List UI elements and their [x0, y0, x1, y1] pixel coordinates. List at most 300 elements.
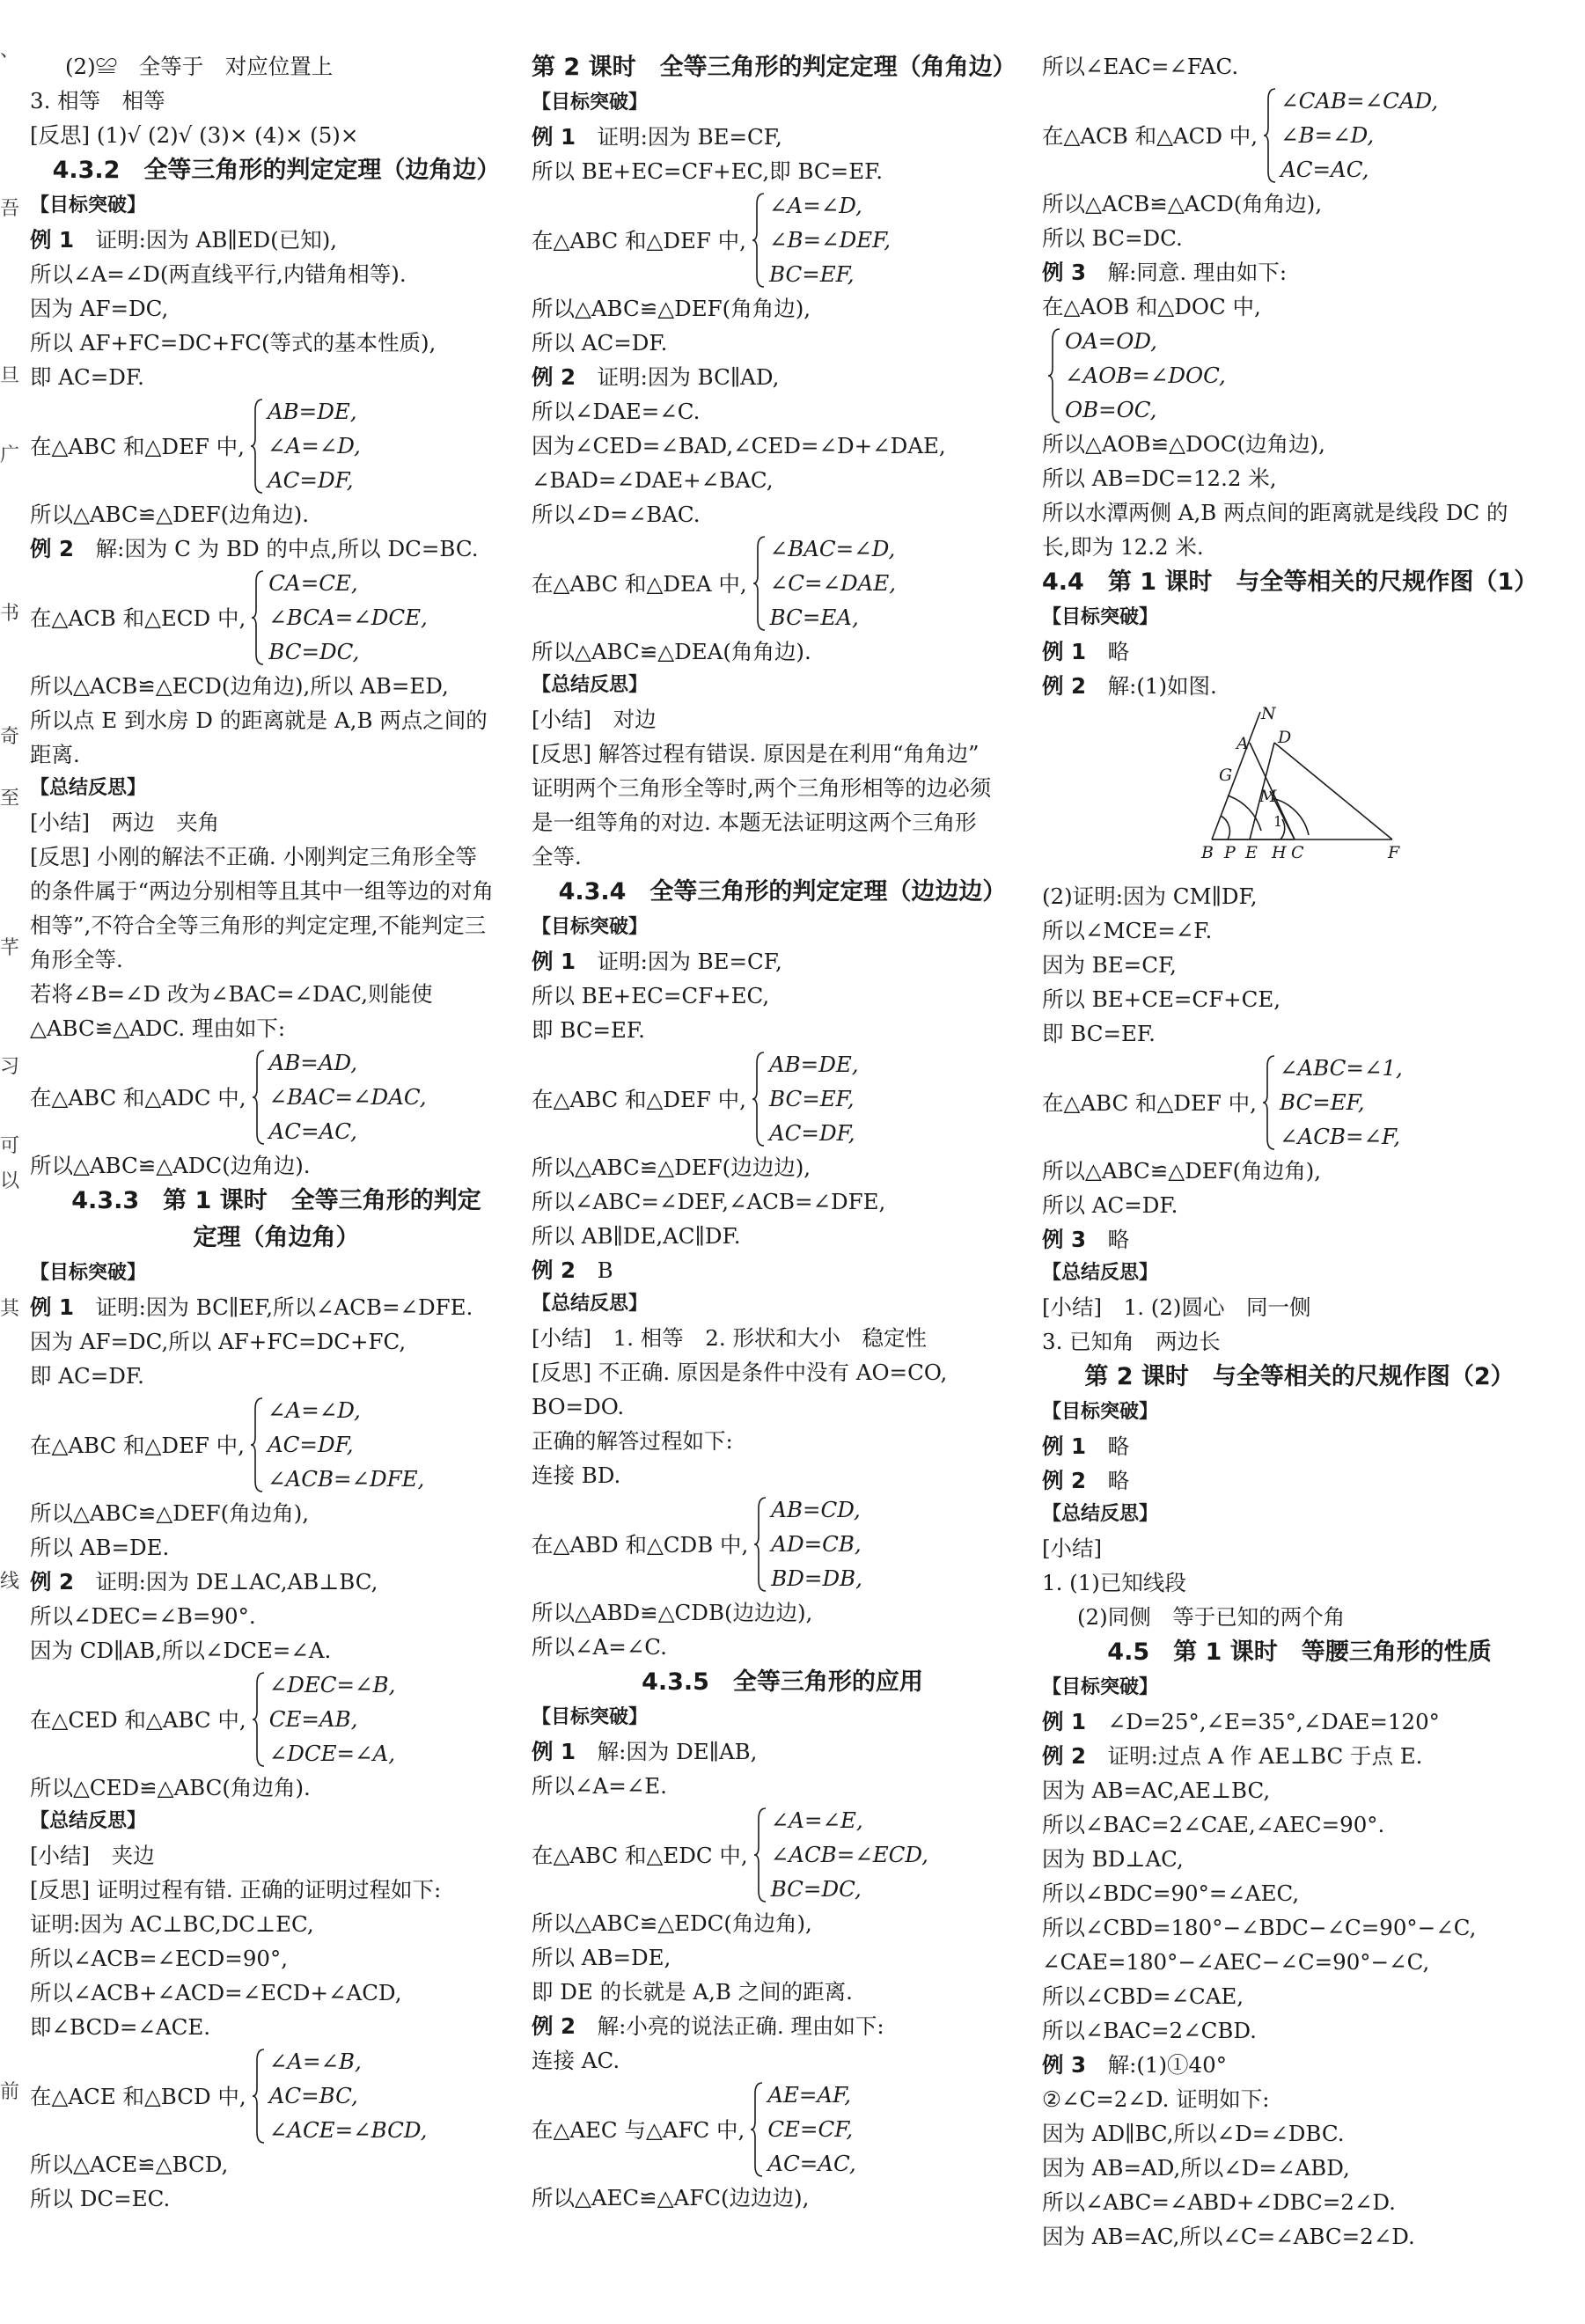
answer-line: 即 BC=EF.: [1042, 1021, 1156, 1046]
arc-at-b: [1221, 816, 1229, 839]
answer-line: [30, 1290, 523, 1324]
left-brace: [753, 1496, 767, 1593]
answer-line: 在△AOB 和△DOC 中,: [1042, 294, 1261, 319]
example-label: 例 3: [1042, 2052, 1087, 2078]
section-heading: 第 2 课时 与全等相关的尺规作图（2）: [1084, 1363, 1515, 1390]
answer-line: 因为 BD⊥AC,: [1042, 1846, 1184, 1872]
section-tag: 【目标突破】: [1042, 1401, 1159, 1423]
summary-line: [小结] 对边: [532, 707, 657, 732]
left-brace: [1263, 87, 1277, 184]
section-heading: 4.3.3 第 1 课时 全等三角形的判定: [71, 1187, 481, 1214]
reflection-line: 证明:因为 AC⊥BC,DC⊥EC,: [30, 1911, 314, 1937]
label-b: B: [1200, 843, 1214, 862]
system-equation: BC=EF,: [768, 261, 855, 287]
answer-line: [532, 120, 1033, 154]
system-equation: ∠A=∠E,: [770, 1807, 863, 1833]
section-tag: 【总结反思】: [30, 1810, 147, 1832]
label-d: D: [1277, 728, 1291, 747]
example-label: 例 1: [532, 949, 576, 974]
example-label: 例 2: [532, 2013, 576, 2039]
reflection-line: 所以∠ACB=∠ECD=90°,: [30, 1946, 289, 1971]
system-equation: ∠BAC=∠DAC,: [268, 1084, 427, 1110]
column-left: [30, 49, 523, 2216]
answer-line: 所以△ABC≌△DEF(角角边),: [532, 296, 811, 321]
answer-line: 连接 AC.: [532, 2048, 620, 2073]
example-label: 例 2: [1042, 1743, 1087, 1769]
construction-figure: [1042, 703, 1557, 879]
system-intro: 在△ABD 和△CDB 中,: [532, 1532, 749, 1558]
margin-mark: 奇: [0, 726, 20, 748]
system-equation: ∠BCA=∠DCE,: [268, 605, 428, 630]
answer-line: 所以 AC=DF.: [532, 330, 668, 356]
system-equation: ∠ACB=∠F,: [1279, 1124, 1400, 1149]
system-equation: BC=EF,: [768, 1086, 855, 1111]
answer-line: [532, 1253, 1033, 1287]
answer-line: (2)证明:因为 CM∥DF,: [1042, 883, 1258, 909]
system-equation: ∠ABC=∠1,: [1279, 1055, 1403, 1081]
system-equation: ∠B=∠D,: [1280, 122, 1375, 148]
left-brace: [252, 2048, 266, 2144]
answer-line: 距离.: [30, 742, 80, 767]
equation-system: [532, 188, 1033, 291]
answer-text: 解:因为 C 为 BD 的中点,所以 DC=BC.: [95, 536, 479, 561]
system-intro: 在△ACB 和△ACD 中,: [1042, 123, 1258, 149]
answer-line: [1042, 1739, 1557, 1773]
answer-text: 解:(1)①40°: [1107, 2052, 1227, 2078]
reflection-line: 即∠BCD=∠ACE.: [30, 2014, 211, 2040]
answer-line: 所以 AC=DF.: [1042, 1192, 1178, 1218]
system-equation: CE=CF,: [767, 2116, 854, 2142]
answer-line: 所以水潭两侧 A,B 两点间的距离就是线段 DC 的: [1042, 500, 1508, 525]
answer-line: 所以 AB∥DE,AC∥DF.: [532, 1223, 741, 1249]
system-intro: 在△CED 和△ABC 中,: [30, 1707, 246, 1733]
system-equation: AE=AF,: [767, 2082, 852, 2108]
answer-text: B: [597, 1257, 613, 1283]
section-tag: 【总结反思】: [532, 674, 649, 696]
answer-line: [1042, 634, 1557, 669]
reflection-line: 的条件属于“两边分别相等且其中一组等边的对角: [30, 878, 495, 904]
column-right: [1042, 49, 1557, 2254]
example-label: 例 2: [1042, 1468, 1087, 1493]
answer-text: 略: [1107, 1227, 1130, 1252]
answer-line: 所以△ABD≌△CDB(边边边),: [532, 1600, 813, 1625]
system-equation: ∠DEC=∠B,: [268, 1672, 396, 1697]
label-c: C: [1290, 843, 1304, 862]
system-intro: 在△ABC 和△DEF 中,: [532, 1087, 746, 1112]
answer-line: ②∠C=2∠D. 证明如下:: [1042, 2086, 1270, 2112]
answer-line: 3. 相等 相等: [30, 88, 165, 114]
system-equation: AC=AC,: [767, 2151, 856, 2176]
answer-line: 所以△ABC≌△DEA(角角边).: [532, 639, 811, 664]
answer-text: 解:小亮的说法正确. 理由如下:: [597, 2013, 884, 2039]
section-tag: 【总结反思】: [532, 1293, 649, 1315]
system-intro: 在△ABC 和△DEF 中,: [532, 228, 746, 253]
left-brace: [752, 1051, 766, 1147]
system-equation: ∠AOB=∠DOC,: [1065, 363, 1226, 388]
system-equation: AC=DF,: [768, 1120, 855, 1146]
system-intro: 在△ACE 和△BCD 中,: [30, 2084, 246, 2109]
label-a: A: [1236, 734, 1249, 753]
answer-text: 解:同意. 理由如下:: [1107, 260, 1288, 285]
answer-line: [532, 1734, 1033, 1769]
answer-line: 所以∠MCE=∠F.: [1042, 918, 1213, 943]
system-equation: ∠BAC=∠D,: [769, 536, 896, 561]
answer-line: 因为 AF=DC,所以 AF+FC=DC+FC,: [30, 1329, 407, 1354]
example-label: 例 2: [30, 1569, 75, 1595]
label-p: P: [1223, 843, 1236, 862]
answer-line: 所以∠A=∠D(两直线平行,内错角相等).: [30, 261, 407, 287]
answer-text: 略: [1107, 1433, 1130, 1459]
example-label: 例 2: [30, 536, 75, 561]
answer-text: 证明:因为 AB∥ED(已知),: [95, 227, 338, 253]
system-equation: ∠ACB=∠DFE,: [267, 1466, 425, 1492]
system-intro: 在△ABC 和△DEF 中,: [1042, 1090, 1257, 1116]
left-brace: [251, 569, 265, 666]
equation-system: [30, 394, 523, 497]
reflection-line: [反思] 解答过程有错误. 原因是在利用“角角边”: [532, 741, 980, 766]
answer-line: [1042, 669, 1557, 703]
example-label: 例 2: [1042, 673, 1087, 699]
answer-line: 所以∠CBD=180°−∠BDC−∠C=90°−∠C,: [1042, 1915, 1477, 1940]
answer-line: 所以∠CBD=∠CAE,: [1042, 1983, 1244, 2009]
summary-line: [小结] 1. 相等 2. 形状和大小 稳定性: [532, 1325, 927, 1351]
system-equation: ∠ACB=∠ECD,: [770, 1842, 928, 1867]
left-brace: [252, 1049, 266, 1146]
system-equation: AC=AC,: [268, 1118, 357, 1144]
margin-mark: 至: [0, 788, 20, 810]
reflection-line: 角形全等.: [30, 947, 123, 972]
answer-line: 因为 BE=CF,: [1042, 952, 1177, 978]
section-tag: 【目标突破】: [30, 194, 147, 216]
answer-line: 因为 AD∥BC,所以∠D=∠DBC.: [1042, 2121, 1345, 2146]
system-intro: 在△ABC 和△DEA 中,: [532, 571, 747, 597]
reflection-line: 相等”,不符合全等三角形的判定定理,不能判定三: [30, 913, 487, 938]
reflection-line: [反思] 小刚的解法不正确. 小刚判定三角形全等: [30, 844, 477, 869]
answer-line: [1042, 1222, 1557, 1257]
system-intro: 在△ACB 和△ECD 中,: [30, 605, 246, 631]
system-equation: OB=OC,: [1065, 397, 1157, 422]
answer-line: [1042, 1463, 1557, 1498]
example-label: 例 1: [1042, 1433, 1087, 1459]
system-equation: BC=DC,: [770, 1876, 862, 1902]
section-heading: 4.3.5 全等三角形的应用: [642, 1668, 923, 1696]
answer-line: 所以 BE+EC=CF+EC,即 BC=EF.: [532, 158, 884, 184]
answer-line: 所以∠A=∠E.: [532, 1773, 667, 1799]
answer-text: 解:(1)如图.: [1107, 673, 1217, 699]
answer-line: [1042, 255, 1557, 290]
example-label: 例 2: [532, 364, 576, 390]
reflection-line: △ABC≌△ADC. 理由如下:: [30, 1015, 286, 1041]
system-equation: AC=AC,: [1280, 157, 1369, 182]
answer-line: 所以△AEC≌△AFC(边边边),: [532, 2185, 810, 2210]
summary-line: 1. (1)已知线段: [1042, 1570, 1186, 1595]
answer-line: [532, 360, 1033, 394]
left-brace: [1047, 327, 1061, 424]
system-intro: 在△AEC 与△AFC 中,: [532, 2117, 745, 2143]
answer-line: 即 AC=DF.: [30, 364, 144, 390]
answer-line: 所以∠BDC=90°=∠AEC,: [1042, 1880, 1300, 1906]
answer-line: 即 BC=EF.: [532, 1017, 645, 1043]
system-equation: AC=BC,: [268, 2083, 358, 2108]
summary-line: (2)同侧 等于已知的两个角: [1077, 1604, 1346, 1630]
system-equation: AB=DE,: [267, 399, 357, 424]
answer-text: 证明:因为 DE⊥AC,AB⊥BC,: [95, 1569, 378, 1595]
system-equation: AB=CD,: [771, 1497, 861, 1522]
system-equation: ∠A=∠D,: [267, 433, 361, 458]
system-intro: 在△ABC 和△DEF 中,: [30, 434, 245, 459]
answer-line: 所以∠ABC=∠DEF,∠ACB=∠DFE,: [532, 1189, 886, 1214]
label-m: M: [1258, 787, 1276, 806]
answer-text: 解:因为 DE∥AB,: [597, 1739, 758, 1764]
left-brace: [752, 192, 766, 289]
answer-line: 所以 AB=DE.: [30, 1535, 170, 1560]
example-label: 例 1: [30, 1294, 75, 1320]
section-heading: 第 2 课时 全等三角形的判定定理（角角边）: [532, 54, 1016, 81]
answer-line: 所以△ABC≌△DEF(边角边).: [30, 502, 310, 527]
section-tag: 【目标突破】: [532, 92, 649, 114]
system-intro: 在△ABC 和△DEF 中,: [30, 1433, 245, 1458]
margin-mark: 书: [0, 603, 20, 625]
section-heading: 4.3.4 全等三角形的判定定理（边边边）: [558, 878, 1007, 905]
system-intro: 在△ABC 和△EDC 中,: [532, 1843, 748, 1868]
answer-line: 所以△ABC≌△DEF(角边角),: [1042, 1158, 1322, 1184]
answer-text: ∠D=25°,∠E=35°,∠DAE=120°: [1107, 1709, 1440, 1734]
answer-line: 所以 BC=DC.: [1042, 225, 1183, 251]
answer-text: 证明:因为 BC∥EF,所以∠ACB=∠DFE.: [95, 1294, 473, 1320]
answer-line: 所以 BE+EC=CF+EC,: [532, 983, 770, 1008]
answer-line: 所以 AB=DC=12.2 米,: [1042, 466, 1277, 491]
answer-line: 所以△ACE≌△BCD,: [30, 2152, 229, 2177]
answer-line: 所以∠DAE=∠C.: [532, 399, 701, 424]
answer-text: 证明:过点 A 作 AE⊥BC 于点 E.: [1107, 1743, 1423, 1769]
answer-line: 所以△AOB≌△DOC(边角边),: [1042, 431, 1325, 457]
example-label: 例 1: [1042, 639, 1087, 664]
left-brace: [250, 398, 264, 495]
left-margin-cropped-text: [0, 35, 19, 2288]
system-equation: AC=DF,: [267, 1432, 354, 1457]
reflection-line: BO=DO.: [532, 1394, 625, 1419]
answer-line: 即 AC=DF.: [30, 1363, 144, 1389]
answer-line: 所以△ABC≌△DEF(角边角),: [30, 1500, 310, 1526]
summary-line: [小结]: [1042, 1536, 1103, 1561]
reflection-line: 若将∠B=∠D 改为∠BAC=∠DAC,则能使: [30, 981, 433, 1007]
example-label: 例 1: [532, 124, 576, 150]
system-equation: BC=DC,: [268, 639, 360, 664]
answer-line: 长,即为 12.2 米.: [1042, 534, 1204, 560]
answer-line: 所以∠ABC=∠ABD+∠DBC=2∠D.: [1042, 2189, 1396, 2215]
answer-text: 证明:因为 BE=CF,: [597, 949, 782, 974]
answer-text: 证明:因为 BC∥AD,: [597, 364, 780, 390]
equation-system: [30, 566, 523, 669]
summary-line: [小结] 两边 夹角: [30, 810, 220, 835]
system-equation: BD=DB,: [771, 1565, 862, 1591]
answer-line: [532, 944, 1033, 979]
system-equation: ∠CAB=∠CAD,: [1280, 88, 1439, 114]
equation-system: [1042, 1051, 1557, 1154]
equation-system: [1042, 84, 1557, 187]
system-equation: CE=AB,: [268, 1706, 358, 1732]
answer-text: 略: [1107, 639, 1130, 664]
equation-system: [532, 1047, 1033, 1150]
answer-line: 所以△ACB≌△ACD(角角边),: [1042, 191, 1323, 216]
answer-line: 所以∠EAC=∠FAC.: [1042, 54, 1239, 79]
example-label: 例 2: [532, 1257, 576, 1283]
reflection-line: [反思] 不正确. 原因是条件中没有 AO=CO,: [532, 1360, 948, 1385]
answer-line: (2)≌ 全等于 对应位置上: [65, 54, 334, 79]
label-h: H: [1271, 843, 1287, 862]
equation-system: [30, 2044, 523, 2147]
label-angle-1: 1: [1273, 813, 1282, 830]
answer-line: [反思] (1)√ (2)√ (3)× (4)× (5)×: [30, 122, 359, 148]
margin-mark: 前: [0, 2081, 20, 2103]
equation-system: [532, 2078, 1033, 2181]
answer-line: 所以△CED≌△ABC(角边角).: [30, 1775, 311, 1800]
label-g: G: [1218, 766, 1232, 785]
answer-line: 因为 AB=AD,所以∠D=∠ABD,: [1042, 2155, 1350, 2181]
reflection-line: 证明两个三角形全等时,两个三角形相等的边必须: [532, 775, 992, 801]
system-equation: BC=EA,: [769, 605, 859, 630]
equation-system: [30, 1393, 523, 1496]
example-label: 例 3: [1042, 1227, 1087, 1252]
system-equation: AD=CB,: [771, 1531, 862, 1557]
reflection-line: 所以∠ACB+∠ACD=∠ECD+∠ACD,: [30, 1980, 402, 2005]
answer-text: 证明:因为 BE=CF,: [597, 124, 782, 150]
margin-mark: 习: [0, 1056, 20, 1078]
answer-line: [532, 2009, 1033, 2043]
summary-line: [小结] 夹边: [30, 1843, 155, 1868]
answer-line: [30, 532, 523, 566]
answer-line: 所以 AF+FC=DC+FC(等式的基本性质),: [30, 330, 437, 356]
system-equation: ∠DCE=∠A,: [268, 1741, 396, 1766]
margin-mark: 线: [0, 1571, 20, 1593]
margin-mark: 以: [0, 1170, 20, 1192]
answer-line: 因为 AB=AC,AE⊥BC,: [1042, 1778, 1271, 1803]
example-label: 例 3: [1042, 260, 1087, 285]
equation-system: [532, 532, 1033, 634]
system-equation: ∠A=∠D,: [267, 1397, 361, 1423]
section-tag: 【总结反思】: [1042, 1262, 1159, 1284]
answer-text: 略: [1107, 1468, 1130, 1493]
section-heading: 4.4 第 1 课时 与全等相关的尺规作图（1）: [1042, 568, 1538, 596]
section-tag: 【目标突破】: [1042, 1676, 1159, 1698]
equation-system: [30, 1045, 523, 1148]
section-heading: 4.3.2 全等三角形的判定定理（边角边）: [52, 157, 501, 184]
answer-line: [30, 223, 523, 257]
section-heading: 4.5 第 1 课时 等腰三角形的性质: [1107, 1639, 1492, 1666]
reflection-line: 是一组等角的对边. 本题无法证明这两个三角形: [532, 810, 977, 835]
system-equation: ∠B=∠DEF,: [768, 227, 892, 253]
left-brace: [252, 1671, 266, 1768]
answer-line: ∠BAD=∠DAE+∠BAC,: [532, 467, 774, 493]
answer-line: 因为 AF=DC,: [30, 296, 169, 321]
answer-line: [1042, 1429, 1557, 1463]
answer-line: 所以∠BAC=2∠CBD.: [1042, 2018, 1257, 2043]
answer-line: 因为 AB=AC,所以∠C=∠ABC=2∠D.: [1042, 2224, 1415, 2249]
system-intro: 在△ABC 和△ADC 中,: [30, 1085, 246, 1111]
section-tag: 【总结反思】: [30, 777, 147, 799]
answer-line: 所以△ABC≌△ADC(边角边).: [30, 1153, 311, 1178]
answer-line: 所以∠D=∠BAC.: [532, 502, 701, 527]
margin-mark: 芊: [0, 937, 20, 959]
answer-line: [30, 1565, 523, 1599]
answer-line: 所以 AB=DE,: [532, 1945, 671, 1970]
left-brace: [753, 1807, 767, 1903]
margin-mark: 其: [0, 1298, 20, 1320]
answer-line: 所以∠A=∠C.: [532, 1634, 667, 1660]
answer-line: 所以△ABC≌△DEF(边边边),: [532, 1155, 811, 1180]
reflection-line: 全等.: [532, 844, 582, 869]
system-equation: ∠C=∠DAE,: [769, 570, 897, 596]
system-equation: ∠ACE=∠BCD,: [268, 2117, 428, 2143]
system-equation: AC=DF,: [267, 467, 354, 493]
answer-line: [1042, 2048, 1557, 2082]
answer-line: 所以△ACB≌△ECD(边角边),所以 AB=ED,: [30, 673, 449, 699]
answer-line: 因为 CD∥AB,所以∠DCE=∠A.: [30, 1638, 332, 1663]
margin-mark: 、: [0, 40, 20, 62]
system-equation: AB=DE,: [768, 1052, 859, 1077]
margin-mark: 吾: [0, 198, 20, 220]
system-equation: AB=AD,: [268, 1050, 358, 1075]
example-label: 例 1: [1042, 1709, 1087, 1734]
label-n: N: [1260, 704, 1276, 723]
reflection-line: 连接 BD.: [532, 1463, 621, 1488]
system-equation: ∠A=∠D,: [768, 193, 862, 218]
answer-line: 所以∠DEC=∠B=90°.: [30, 1603, 256, 1629]
answer-line: ∠CAE=180°−∠AEC−∠C=90°−∠C,: [1042, 1949, 1430, 1975]
section-tag: 【目标突破】: [532, 1706, 649, 1728]
segment-df: [1274, 743, 1392, 839]
margin-mark: 广: [0, 444, 20, 466]
geometry-diagram: [1177, 703, 1423, 879]
summary-line: [小结] 1. (2)圆心 同一侧: [1042, 1294, 1311, 1320]
reflection-line: 正确的解答过程如下:: [532, 1428, 733, 1454]
answer-line: 即 DE 的长就是 A,B 之间的距离.: [532, 1979, 853, 2005]
label-e: E: [1244, 843, 1258, 862]
answer-line: 所以 DC=EC.: [30, 2186, 171, 2211]
answer-line: 所以∠BAC=2∠CAE,∠AEC=90°.: [1042, 1812, 1385, 1837]
answer-line: 所以 BE+CE=CF+CE,: [1042, 986, 1281, 1012]
answer-line: [1042, 1705, 1557, 1739]
example-label: 例 1: [30, 227, 75, 253]
column-middle: [532, 49, 1033, 2215]
reflection-line: [反思] 证明过程有错. 正确的证明过程如下:: [30, 1877, 442, 1902]
equation-system: [1042, 324, 1557, 427]
system-equation: CA=CE,: [268, 570, 358, 596]
equation-system: [30, 1668, 523, 1770]
left-brace: [752, 535, 767, 632]
system-equation: OA=OD,: [1065, 328, 1157, 354]
equation-system: [532, 1803, 1033, 1906]
section-tag: 【目标突破】: [30, 1262, 147, 1284]
system-equation: BC=EF,: [1279, 1089, 1365, 1115]
system-equation: ∠A=∠B,: [268, 2049, 362, 2074]
margin-mark: 旦: [0, 365, 20, 387]
answer-line: 所以点 E 到水房 D 的距离就是 A,B 两点之间的: [30, 707, 488, 733]
answer-line: 所以△ABC≌△EDC(角边角),: [532, 1910, 812, 1936]
summary-line: 3. 已知角 两边长: [1042, 1329, 1221, 1354]
left-brace: [1262, 1054, 1276, 1151]
left-brace: [750, 2081, 764, 2178]
section-tag: 【目标突破】: [1042, 606, 1159, 628]
section-tag: 【目标突破】: [532, 916, 649, 938]
example-label: 例 1: [532, 1739, 576, 1764]
label-f: F: [1387, 843, 1399, 862]
margin-mark: 可: [0, 1135, 20, 1157]
equation-system: [532, 1492, 1033, 1595]
answer-line: 因为∠CED=∠BAD,∠CED=∠D+∠DAE,: [532, 433, 946, 458]
section-heading: 定理（角边角）: [193, 1224, 360, 1251]
left-brace: [250, 1397, 264, 1493]
